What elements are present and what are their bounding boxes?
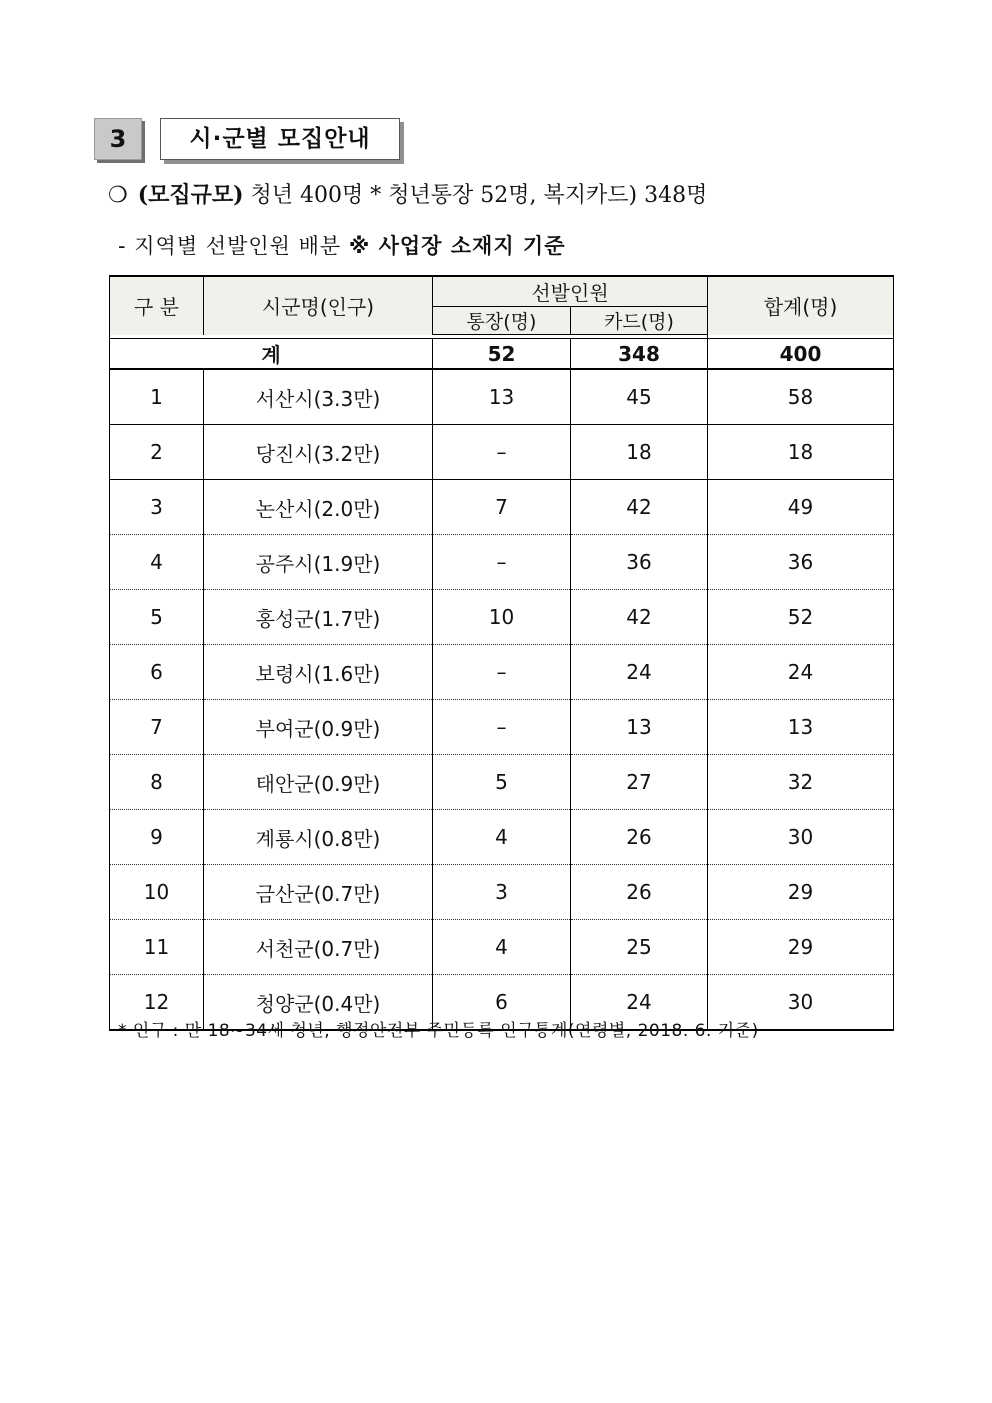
header-total: 합계(명) — [708, 276, 894, 335]
row-account: – — [433, 425, 571, 480]
row-card: 26 — [571, 865, 708, 920]
row-number: 1 — [110, 369, 204, 425]
row-region: 공주시(1.9만) — [204, 535, 433, 590]
header-region: 시군명(인구) — [204, 276, 433, 335]
row-total: 36 — [708, 535, 894, 590]
row-total: 24 — [708, 645, 894, 700]
row-region: 부여군(0.9만) — [204, 700, 433, 755]
row-card: 27 — [571, 755, 708, 810]
row-total: 32 — [708, 755, 894, 810]
row-number: 2 — [110, 425, 204, 480]
row-card: 18 — [571, 425, 708, 480]
row-number: 9 — [110, 810, 204, 865]
row-number: 7 — [110, 700, 204, 755]
row-region: 보령시(1.6만) — [204, 645, 433, 700]
row-region: 서천군(0.7만) — [204, 920, 433, 975]
header-category: 구 분 — [110, 276, 204, 335]
table-row — [110, 645, 894, 700]
row-account: – — [433, 645, 571, 700]
row-card: 45 — [571, 369, 708, 425]
row-account: – — [433, 535, 571, 590]
row-account: 4 — [433, 920, 571, 975]
row-region: 계룡시(0.8만) — [204, 810, 433, 865]
row-account: – — [433, 700, 571, 755]
row-number: 8 — [110, 755, 204, 810]
row-total: 49 — [708, 480, 894, 535]
row-region: 논산시(2.0만) — [204, 480, 433, 535]
table-row — [110, 590, 894, 645]
row-account: 5 — [433, 755, 571, 810]
header-row — [110, 276, 894, 307]
row-region: 금산군(0.7만) — [204, 865, 433, 920]
row-number: 4 — [110, 535, 204, 590]
section-title: 시·군별 모집안내 — [160, 118, 400, 160]
footnote: * 인구 : 만 18~34세 청년, 행정안전부 주민등록 인구통계(연령별, 2018. 6. 기준) — [118, 1021, 759, 1041]
row-card: 13 — [571, 700, 708, 755]
table-row — [110, 810, 894, 865]
scale-text: 청년 400명 * 청년통장 52명, 복지카드) 348명 — [243, 183, 708, 208]
table-row — [110, 865, 894, 920]
row-total: 30 — [708, 810, 894, 865]
total-row — [110, 339, 894, 370]
scale-label: (모집규모) — [137, 182, 244, 208]
recruitment-scale — [108, 178, 707, 209]
basis-emphasis: ※ 사업장 소재지 기준 — [348, 234, 566, 258]
section-number: 3 — [94, 118, 142, 160]
total-card: 348 — [571, 339, 708, 370]
header-account: 통장(명) — [433, 307, 571, 335]
row-account: 13 — [433, 369, 571, 425]
row-account: 4 — [433, 810, 571, 865]
row-number: 5 — [110, 590, 204, 645]
allocation-table — [109, 275, 894, 1031]
table-row — [110, 369, 894, 425]
row-card: 42 — [571, 590, 708, 645]
row-account: 3 — [433, 865, 571, 920]
row-region: 청양군(0.4만) — [204, 975, 433, 1031]
row-total: 52 — [708, 590, 894, 645]
row-region: 태안군(0.9만) — [204, 755, 433, 810]
row-card: 24 — [571, 645, 708, 700]
table-row — [110, 425, 894, 480]
header-card: 카드(명) — [571, 307, 708, 335]
circle-bullet-icon: ❍ — [108, 183, 128, 208]
row-account: 10 — [433, 590, 571, 645]
row-total: 13 — [708, 700, 894, 755]
table-row — [110, 920, 894, 975]
row-number: 10 — [110, 865, 204, 920]
row-card: 25 — [571, 920, 708, 975]
row-card: 36 — [571, 535, 708, 590]
row-region: 서산시(3.3만) — [204, 369, 433, 425]
row-card: 24 — [571, 975, 708, 1031]
allocation-basis — [118, 230, 566, 260]
row-total: 58 — [708, 369, 894, 425]
row-total: 18 — [708, 425, 894, 480]
total-label: 계 — [110, 339, 433, 370]
total-account: 52 — [433, 339, 571, 370]
table-row — [110, 700, 894, 755]
row-region: 홍성군(1.7만) — [204, 590, 433, 645]
basis-prefix: - 지역별 선발인원 배분 — [118, 234, 349, 258]
row-account: 6 — [433, 975, 571, 1031]
row-total: 30 — [708, 975, 894, 1031]
row-number: 6 — [110, 645, 204, 700]
table-row — [110, 480, 894, 535]
table-row — [110, 755, 894, 810]
table-row — [110, 535, 894, 590]
row-total: 29 — [708, 865, 894, 920]
row-region: 당진시(3.2만) — [204, 425, 433, 480]
row-card: 42 — [571, 480, 708, 535]
row-number: 3 — [110, 480, 204, 535]
row-total: 29 — [708, 920, 894, 975]
total-sum: 400 — [708, 339, 894, 370]
row-number: 12 — [110, 975, 204, 1031]
header-selection: 선발인원 — [433, 276, 708, 307]
row-card: 26 — [571, 810, 708, 865]
row-account: 7 — [433, 480, 571, 535]
row-number: 11 — [110, 920, 204, 975]
